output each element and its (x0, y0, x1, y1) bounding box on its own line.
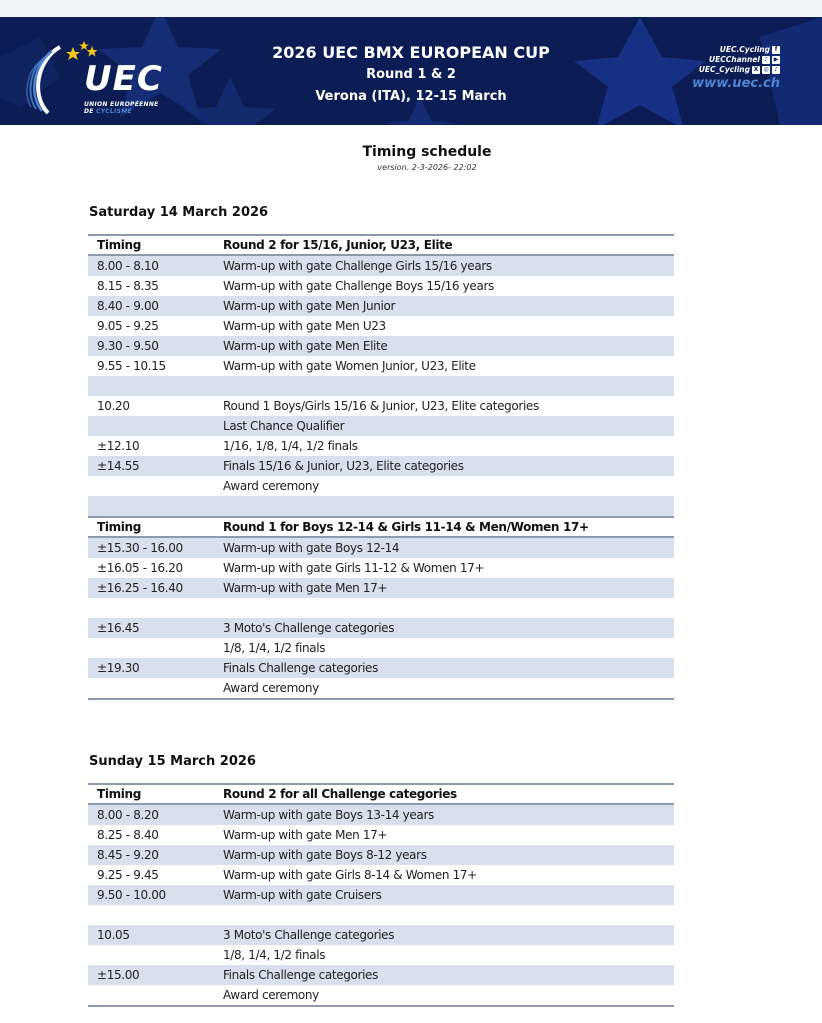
table-row (88, 476, 674, 496)
row-description: Award ceremony (223, 479, 319, 493)
social-handle[interactable]: UEC.Cycling (719, 45, 770, 54)
top-strip (0, 0, 822, 17)
table-row (88, 538, 674, 558)
row-time: 9.05 - 9.25 (97, 319, 159, 333)
table-row (88, 558, 674, 578)
table-row (88, 845, 674, 865)
social-row-channel (692, 55, 780, 65)
event-title: 2026 UEC BMX EUROPEAN CUP (272, 43, 550, 62)
row-time: ±19.30 (97, 661, 140, 675)
table-row (88, 945, 674, 965)
event-banner (0, 17, 822, 125)
row-time: 9.50 - 10.00 (97, 888, 166, 902)
table-row (88, 296, 674, 316)
star-icon (79, 41, 89, 50)
event-rounds: Round 1 & 2 (366, 67, 456, 82)
row-time: 9.25 - 9.45 (97, 868, 159, 882)
social-row-x (692, 65, 780, 75)
row-description: Warm-up with gate Men 17+ (223, 828, 388, 842)
youtube-icon[interactable]: ▶ (773, 56, 779, 63)
row-time: 8.25 - 8.40 (97, 828, 159, 842)
row-time: 9.55 - 10.15 (97, 359, 166, 373)
row-time: 10.20 (97, 399, 130, 413)
row-time: 8.40 - 9.00 (97, 299, 159, 313)
row-description: Last Chance Qualifier (223, 419, 345, 433)
row-description: Round 1 Boys/Girls 15/16 & Junior, U23, Elite categories (223, 399, 539, 413)
table-header-row (88, 516, 674, 538)
row-time: 8.00 - 8.20 (97, 808, 159, 822)
table-row (88, 618, 674, 638)
header-timing: Timing (97, 787, 141, 801)
table-row (88, 416, 674, 436)
table-row (88, 658, 674, 678)
table-row (88, 678, 674, 700)
row-description: Warm-up with gate Men U23 (223, 319, 386, 333)
row-description: Warm-up with gate Boys 13-14 years (223, 808, 434, 822)
tiktok-icon[interactable]: ♪ (762, 56, 770, 64)
table-row (88, 865, 674, 885)
row-description: Warm-up with gate Men 17+ (223, 581, 388, 595)
row-description: 1/8, 1/4, 1/2 finals (223, 641, 326, 655)
row-time: ±16.05 - 16.20 (97, 561, 183, 575)
row-time: 10.05 (97, 928, 130, 942)
table-row (88, 316, 674, 336)
uec-logo (20, 39, 180, 119)
row-description: Warm-up with gate Men Elite (223, 339, 388, 353)
row-description: Warm-up with gate Boys 8-12 years (223, 848, 427, 862)
header-round: Round 2 for all Challenge categories (223, 787, 457, 801)
table-header-row (88, 234, 674, 256)
table-row (88, 965, 674, 985)
table-row (88, 396, 674, 416)
row-description: Warm-up with gate Challenge Boys 15/16 years (223, 279, 494, 293)
instagram-icon[interactable]: ◎ (763, 66, 769, 73)
table-row (88, 885, 674, 905)
schedule-table-saturday (88, 234, 674, 700)
row-description: Warm-up with gate Girls 8-14 & Women 17+ (223, 868, 477, 882)
event-location: Verona (ITA), 12-15 March (315, 89, 507, 104)
table-row (88, 638, 674, 658)
logo-subtitle-line1: UNION EUROPÉENNE (84, 101, 159, 108)
logo-subtitle-de: DE (84, 108, 94, 115)
row-time: ±15.30 - 16.00 (97, 541, 183, 555)
table-row (88, 985, 674, 1007)
row-time: ±16.45 (97, 621, 140, 635)
logo-subtitle-line2 (84, 108, 132, 115)
social-handle[interactable]: UEC_Cycling (698, 65, 750, 74)
table-row (88, 578, 674, 598)
social-row-facebook (692, 45, 780, 55)
table-row (88, 356, 674, 376)
social-handle[interactable]: UECChannel (709, 55, 760, 64)
day-heading-sunday: Sunday 15 March 2026 (89, 754, 256, 769)
row-time: 8.45 - 9.20 (97, 848, 159, 862)
website-link[interactable]: www.uec.ch (692, 76, 780, 91)
header-round: Round 2 for 15/16, Junior, U23, Elite (223, 238, 453, 252)
table-row (88, 456, 674, 476)
table-row (88, 496, 674, 516)
row-description: 3 Moto's Challenge categories (223, 621, 395, 635)
row-description: Award ceremony (223, 988, 319, 1002)
logo-wordmark: UEC (84, 59, 163, 99)
star-icon (87, 46, 98, 57)
table-row (88, 905, 674, 925)
day-heading-saturday: Saturday 14 March 2026 (89, 205, 269, 220)
row-time: 8.15 - 8.35 (97, 279, 159, 293)
row-description: Warm-up with gate Men Junior (223, 299, 396, 313)
document-version: version. 2-3-2026- 22:02 (377, 163, 477, 172)
table-row (88, 598, 674, 618)
table-row (88, 256, 674, 276)
row-time: ±16.25 - 16.40 (97, 581, 183, 595)
table-row (88, 436, 674, 456)
row-description: Finals 15/16 & Junior, U23, Elite categories (223, 459, 464, 473)
row-description: Warm-up with gate Girls 11-12 & Women 17+ (223, 561, 485, 575)
row-description: Warm-up with gate Challenge Girls 15/16 years (223, 259, 492, 273)
row-description: Warm-up with gate Cruisers (223, 888, 382, 902)
row-description: Finals Challenge categories (223, 661, 378, 675)
document-title: Timing schedule (362, 144, 492, 160)
social-handles (692, 45, 780, 91)
header-timing: Timing (97, 520, 141, 534)
table-row (88, 925, 674, 945)
row-description: 1/16, 1/8, 1/4, 1/2 finals (223, 439, 358, 453)
row-time: ±14.55 (97, 459, 140, 473)
row-description: 1/8, 1/4, 1/2 finals (223, 948, 326, 962)
row-description: Finals Challenge categories (223, 968, 378, 982)
row-time: 8.00 - 8.10 (97, 259, 159, 273)
logo-subtitle-cyclisme: CYCLISME (96, 108, 132, 115)
header-timing: Timing (97, 238, 141, 252)
header-round: Round 1 for Boys 12-14 & Girls 11-14 & Men/Women 17+ (223, 520, 589, 534)
row-time: ±12.10 (97, 439, 140, 453)
table-row (88, 376, 674, 396)
table-row (88, 336, 674, 356)
facebook-icon[interactable]: f (772, 46, 780, 54)
row-description: Award ceremony (223, 681, 319, 695)
table-row (88, 276, 674, 296)
table-row (88, 805, 674, 825)
tiktok-icon[interactable]: ♪ (772, 66, 780, 74)
table-header-row (88, 783, 674, 805)
table-row (88, 825, 674, 845)
row-time: ±15.00 (97, 968, 140, 982)
row-description: Warm-up with gate Women Junior, U23, Elite (223, 359, 476, 373)
row-time: 9.30 - 9.50 (97, 339, 159, 353)
row-description: 3 Moto's Challenge categories (223, 928, 395, 942)
row-description: Warm-up with gate Boys 12-14 (223, 541, 400, 555)
schedule-table-sunday (88, 783, 674, 1007)
x-icon[interactable]: X (753, 66, 759, 73)
star-icon (66, 47, 80, 60)
